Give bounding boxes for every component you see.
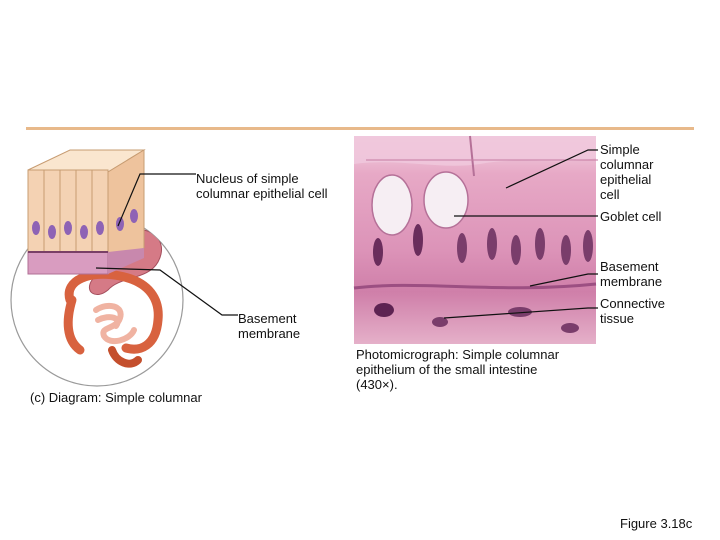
basement-membrane-right-label: Basement membrane	[600, 259, 663, 289]
basement-membrane-left-label: Basement membrane	[238, 311, 301, 341]
columnar-cell-label: Simple columnar epithelial cell	[600, 142, 654, 202]
nucleus-label: Nucleus of simple columnar epithelial cell	[196, 171, 328, 201]
photomicrograph-caption: Photomicrograph: Simple columnar epithelium of the small intestine (430×).	[356, 347, 560, 392]
figure-number: Figure 3.18c	[620, 516, 693, 531]
goblet-cell-label: Goblet cell	[600, 209, 662, 224]
connective-tissue-label: Connective tissue	[600, 296, 666, 326]
diagram-caption: (c) Diagram: Simple columnar	[30, 390, 202, 405]
photomicrograph	[354, 136, 598, 344]
epithelium-block	[28, 150, 144, 274]
